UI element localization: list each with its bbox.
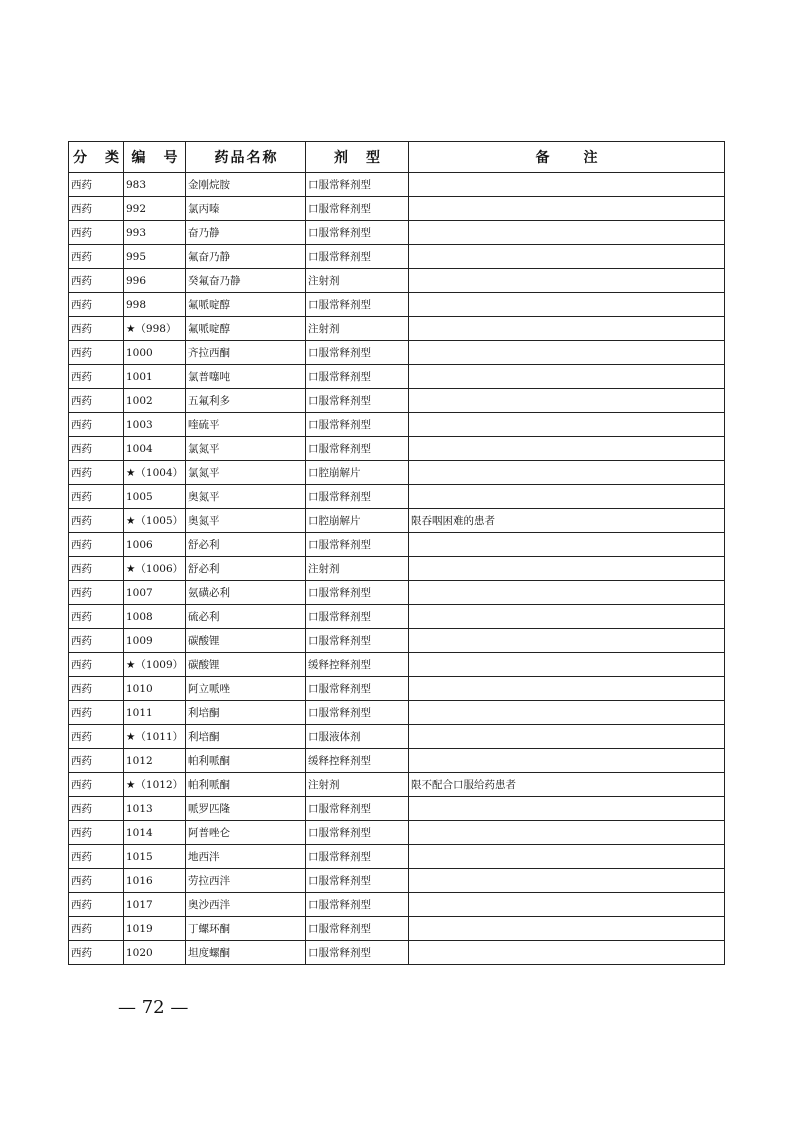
header-number: 编 号 (124, 142, 186, 173)
cell-drug-name: 利培酮 (186, 701, 306, 725)
cell-drug-name: 舒必利 (186, 557, 306, 581)
cell-remarks (409, 869, 725, 893)
cell-drug-name: 氨磺必利 (186, 581, 306, 605)
table-row (69, 605, 725, 629)
cell-number: 1010 (124, 677, 186, 701)
cell-dosage-form: 口服常释剂型 (306, 629, 409, 653)
cell-drug-name: 坦度螺酮 (186, 941, 306, 965)
cell-category: 西药 (69, 941, 124, 965)
cell-remarks (409, 845, 725, 869)
cell-remarks (409, 701, 725, 725)
cell-category: 西药 (69, 173, 124, 197)
table-row (69, 365, 725, 389)
cell-category: 西药 (69, 701, 124, 725)
cell-category: 西药 (69, 437, 124, 461)
cell-dosage-form: 口服常释剂型 (306, 389, 409, 413)
table-row (69, 869, 725, 893)
cell-remarks (409, 197, 725, 221)
cell-dosage-form: 注射剂 (306, 269, 409, 293)
cell-remarks (409, 341, 725, 365)
header-category: 分 类 (69, 142, 124, 173)
cell-remarks (409, 725, 725, 749)
cell-category: 西药 (69, 917, 124, 941)
cell-drug-name: 舒必利 (186, 533, 306, 557)
cell-category: 西药 (69, 533, 124, 557)
cell-dosage-form: 口服常释剂型 (306, 341, 409, 365)
cell-drug-name: 五氟利多 (186, 389, 306, 413)
cell-drug-name: 氟哌啶醇 (186, 317, 306, 341)
cell-drug-name: 利培酮 (186, 725, 306, 749)
cell-number: 995 (124, 245, 186, 269)
cell-category: 西药 (69, 485, 124, 509)
cell-remarks (409, 677, 725, 701)
cell-number: 1015 (124, 845, 186, 869)
cell-number: 983 (124, 173, 186, 197)
cell-number: 996 (124, 269, 186, 293)
cell-dosage-form: 口服常释剂型 (306, 365, 409, 389)
cell-drug-name: 氯丙嗪 (186, 197, 306, 221)
cell-drug-name: 奋乃静 (186, 221, 306, 245)
cell-remarks (409, 605, 725, 629)
cell-category: 西药 (69, 461, 124, 485)
table-row (69, 293, 725, 317)
cell-remarks (409, 461, 725, 485)
cell-remarks (409, 821, 725, 845)
cell-number: 1005 (124, 485, 186, 509)
table-row (69, 317, 725, 341)
cell-dosage-form: 口服液体剂 (306, 725, 409, 749)
cell-remarks (409, 389, 725, 413)
cell-drug-name: 氯氮平 (186, 461, 306, 485)
cell-drug-name: 氯普噻吨 (186, 365, 306, 389)
table-row (69, 413, 725, 437)
cell-dosage-form: 口服常释剂型 (306, 869, 409, 893)
table-row (69, 485, 725, 509)
cell-remarks (409, 365, 725, 389)
cell-number: 992 (124, 197, 186, 221)
cell-number: 998 (124, 293, 186, 317)
table-row (69, 749, 725, 773)
cell-dosage-form: 缓释控释剂型 (306, 653, 409, 677)
header-remarks: 备 注 (409, 142, 725, 173)
cell-number: ★（1006） (124, 557, 186, 581)
cell-drug-name: 帕利哌酮 (186, 773, 306, 797)
cell-dosage-form: 口腔崩解片 (306, 509, 409, 533)
table-row (69, 581, 725, 605)
cell-remarks: 限不配合口服给药患者 (409, 773, 725, 797)
cell-dosage-form: 口服常释剂型 (306, 917, 409, 941)
table-row (69, 629, 725, 653)
cell-dosage-form: 口服常释剂型 (306, 581, 409, 605)
cell-category: 西药 (69, 629, 124, 653)
cell-remarks (409, 581, 725, 605)
cell-drug-name: 奥氮平 (186, 485, 306, 509)
cell-remarks (409, 293, 725, 317)
cell-category: 西药 (69, 797, 124, 821)
cell-number: 1004 (124, 437, 186, 461)
cell-category: 西药 (69, 509, 124, 533)
cell-dosage-form: 口服常释剂型 (306, 221, 409, 245)
cell-drug-name: 劳拉西泮 (186, 869, 306, 893)
cell-remarks (409, 437, 725, 461)
table-row (69, 197, 725, 221)
cell-dosage-form: 注射剂 (306, 317, 409, 341)
cell-category: 西药 (69, 413, 124, 437)
table-row (69, 389, 725, 413)
cell-drug-name: 奥氮平 (186, 509, 306, 533)
cell-number: ★（1009） (124, 653, 186, 677)
table-row (69, 701, 725, 725)
cell-number: 1013 (124, 797, 186, 821)
cell-remarks (409, 941, 725, 965)
cell-category: 西药 (69, 221, 124, 245)
table-row (69, 653, 725, 677)
cell-drug-name: 氟哌啶醇 (186, 293, 306, 317)
table-row (69, 821, 725, 845)
cell-remarks (409, 893, 725, 917)
table-row (69, 941, 725, 965)
table-row (69, 917, 725, 941)
table-row (69, 341, 725, 365)
cell-drug-name: 硫必利 (186, 605, 306, 629)
cell-category: 西药 (69, 653, 124, 677)
cell-number: 1012 (124, 749, 186, 773)
cell-dosage-form: 口服常释剂型 (306, 941, 409, 965)
cell-category: 西药 (69, 725, 124, 749)
table-row (69, 773, 725, 797)
cell-remarks (409, 413, 725, 437)
cell-dosage-form: 注射剂 (306, 773, 409, 797)
cell-category: 西药 (69, 389, 124, 413)
cell-remarks (409, 533, 725, 557)
table-row (69, 677, 725, 701)
cell-number: 1001 (124, 365, 186, 389)
table-row (69, 173, 725, 197)
cell-category: 西药 (69, 317, 124, 341)
table-row (69, 797, 725, 821)
table-row (69, 725, 725, 749)
cell-category: 西药 (69, 605, 124, 629)
cell-drug-name: 阿普唑仑 (186, 821, 306, 845)
cell-category: 西药 (69, 773, 124, 797)
cell-remarks (409, 797, 725, 821)
cell-remarks (409, 653, 725, 677)
table-row (69, 845, 725, 869)
cell-number: ★（1005） (124, 509, 186, 533)
cell-dosage-form: 口服常释剂型 (306, 701, 409, 725)
cell-dosage-form: 口服常释剂型 (306, 245, 409, 269)
cell-number: ★（1004） (124, 461, 186, 485)
cell-number: 1017 (124, 893, 186, 917)
cell-dosage-form: 口服常释剂型 (306, 821, 409, 845)
table-row (69, 509, 725, 533)
cell-remarks (409, 269, 725, 293)
cell-drug-name: 喹硫平 (186, 413, 306, 437)
cell-category: 西药 (69, 749, 124, 773)
cell-dosage-form: 口服常释剂型 (306, 197, 409, 221)
cell-dosage-form: 口服常释剂型 (306, 893, 409, 917)
cell-dosage-form: 口服常释剂型 (306, 293, 409, 317)
cell-remarks (409, 221, 725, 245)
table-row (69, 437, 725, 461)
page-number: — 72 — (118, 997, 189, 1018)
cell-number: ★（998） (124, 317, 186, 341)
cell-dosage-form: 口服常释剂型 (306, 437, 409, 461)
cell-drug-name: 奥沙西泮 (186, 893, 306, 917)
cell-dosage-form: 缓释控释剂型 (306, 749, 409, 773)
cell-number: 1009 (124, 629, 186, 653)
cell-number: 1011 (124, 701, 186, 725)
cell-remarks (409, 749, 725, 773)
cell-number: 1019 (124, 917, 186, 941)
table-row (69, 461, 725, 485)
table-row (69, 557, 725, 581)
cell-dosage-form: 口服常释剂型 (306, 605, 409, 629)
cell-drug-name: 哌罗匹隆 (186, 797, 306, 821)
cell-number: ★（1012） (124, 773, 186, 797)
cell-remarks (409, 485, 725, 509)
table-row (69, 893, 725, 917)
cell-number: 1020 (124, 941, 186, 965)
cell-remarks: 限吞咽困难的患者 (409, 509, 725, 533)
cell-category: 西药 (69, 293, 124, 317)
cell-drug-name: 金刚烷胺 (186, 173, 306, 197)
header-drug-name: 药品名称 (186, 142, 306, 173)
cell-drug-name: 碳酸锂 (186, 653, 306, 677)
cell-category: 西药 (69, 341, 124, 365)
cell-dosage-form: 口服常释剂型 (306, 485, 409, 509)
cell-drug-name: 碳酸锂 (186, 629, 306, 653)
cell-category: 西药 (69, 581, 124, 605)
cell-number: 993 (124, 221, 186, 245)
cell-category: 西药 (69, 245, 124, 269)
cell-drug-name: 氯氮平 (186, 437, 306, 461)
cell-dosage-form: 口服常释剂型 (306, 797, 409, 821)
cell-category: 西药 (69, 269, 124, 293)
drug-list-table (68, 141, 725, 965)
cell-dosage-form: 口服常释剂型 (306, 413, 409, 437)
table-row (69, 269, 725, 293)
cell-category: 西药 (69, 197, 124, 221)
table-row (69, 245, 725, 269)
table-row (69, 221, 725, 245)
cell-category: 西药 (69, 821, 124, 845)
table-header-row (69, 142, 725, 173)
cell-number: 1006 (124, 533, 186, 557)
cell-drug-name: 齐拉西酮 (186, 341, 306, 365)
cell-drug-name: 癸氟奋乃静 (186, 269, 306, 293)
cell-category: 西药 (69, 677, 124, 701)
cell-category: 西药 (69, 893, 124, 917)
cell-number: 1016 (124, 869, 186, 893)
cell-drug-name: 丁螺环酮 (186, 917, 306, 941)
cell-remarks (409, 245, 725, 269)
cell-number: ★（1011） (124, 725, 186, 749)
header-dosage-form: 剂 型 (306, 142, 409, 173)
cell-number: 1002 (124, 389, 186, 413)
cell-dosage-form: 口服常释剂型 (306, 533, 409, 557)
cell-number: 1014 (124, 821, 186, 845)
cell-number: 1000 (124, 341, 186, 365)
cell-drug-name: 帕利哌酮 (186, 749, 306, 773)
cell-dosage-form: 注射剂 (306, 557, 409, 581)
cell-remarks (409, 917, 725, 941)
cell-category: 西药 (69, 869, 124, 893)
cell-category: 西药 (69, 845, 124, 869)
cell-remarks (409, 317, 725, 341)
cell-remarks (409, 629, 725, 653)
cell-number: 1007 (124, 581, 186, 605)
cell-dosage-form: 口腔崩解片 (306, 461, 409, 485)
cell-drug-name: 地西泮 (186, 845, 306, 869)
cell-category: 西药 (69, 365, 124, 389)
cell-remarks (409, 173, 725, 197)
table-row (69, 533, 725, 557)
cell-dosage-form: 口服常释剂型 (306, 845, 409, 869)
cell-remarks (409, 557, 725, 581)
cell-category: 西药 (69, 557, 124, 581)
cell-drug-name: 氟奋乃静 (186, 245, 306, 269)
cell-drug-name: 阿立哌唑 (186, 677, 306, 701)
cell-dosage-form: 口服常释剂型 (306, 173, 409, 197)
cell-dosage-form: 口服常释剂型 (306, 677, 409, 701)
cell-number: 1003 (124, 413, 186, 437)
table-body (69, 173, 725, 965)
cell-number: 1008 (124, 605, 186, 629)
